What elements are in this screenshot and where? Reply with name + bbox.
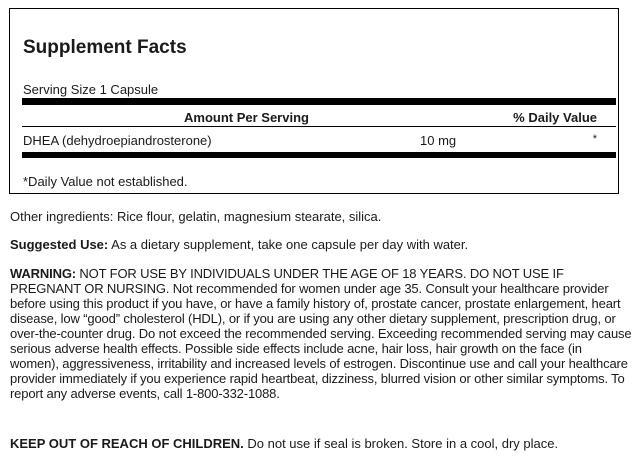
warning-paragraph: [10, 266, 632, 401]
footnote: *Daily Value not established.: [23, 174, 188, 189]
serving-size: Serving Size 1 Capsule: [23, 82, 159, 97]
facts-title: Supplement Facts: [23, 37, 187, 58]
header-daily-value: % Daily Value: [513, 110, 597, 125]
thick-divider-bottom: [22, 152, 616, 158]
header-amount-per-serving: Amount Per Serving: [184, 110, 309, 125]
warning-label: WARNING:: [10, 266, 76, 281]
suggested-use-text: As a dietary supplement, take one capsule per day with water.: [108, 237, 469, 252]
nutrient-amount: 10 mg: [420, 133, 457, 148]
thin-divider: [22, 126, 616, 127]
keep-out-of-reach: [10, 436, 632, 451]
thick-divider-top: [22, 98, 616, 105]
warning-text: NOT FOR USE BY INDIVIDUALS UNDER THE AGE OF 18 YEARS. DO NOT USE IF PREGNANT OR NURSING. Not recommended for women under age 35. Consult your healthcare provider before using this product if you have, or have a family history of, prostate cancer, prostate enlargement, heart disease, low “good” cholesterol (HDL), or if you are using any other dietary supplement, prescription drug, or over-the-counter drug. Do not exceed the recommended serving. Exceeding recommended serving may cause serious adverse health effects. Possible side effects include acne, hair loss, hair growth on the face (in women), aggressiveness, irritability and increased levels of estrogen. Discontinue use and call your healthcare provider immediately if you experience rapid heartbeat, dizziness, blurred vision or other similar symptoms. To report any adverse events, call 1-800-332-1088.: [10, 266, 632, 401]
keep-out-label: KEEP OUT OF REACH OF CHILDREN.: [10, 436, 244, 451]
suggested-use: [10, 237, 632, 252]
nutrient-name: DHEA (dehydroepiandrosterone): [23, 133, 212, 148]
other-ingredients: Other ingredients: Rice flour, gelatin, magnesium stearate, silica.: [10, 209, 382, 224]
keep-out-text: Do not use if seal is broken. Store in a cool, dry place.: [243, 436, 559, 451]
nutrient-daily-value: *: [592, 133, 597, 145]
supplement-facts-panel: [9, 8, 619, 194]
suggested-use-label: Suggested Use:: [10, 237, 109, 252]
